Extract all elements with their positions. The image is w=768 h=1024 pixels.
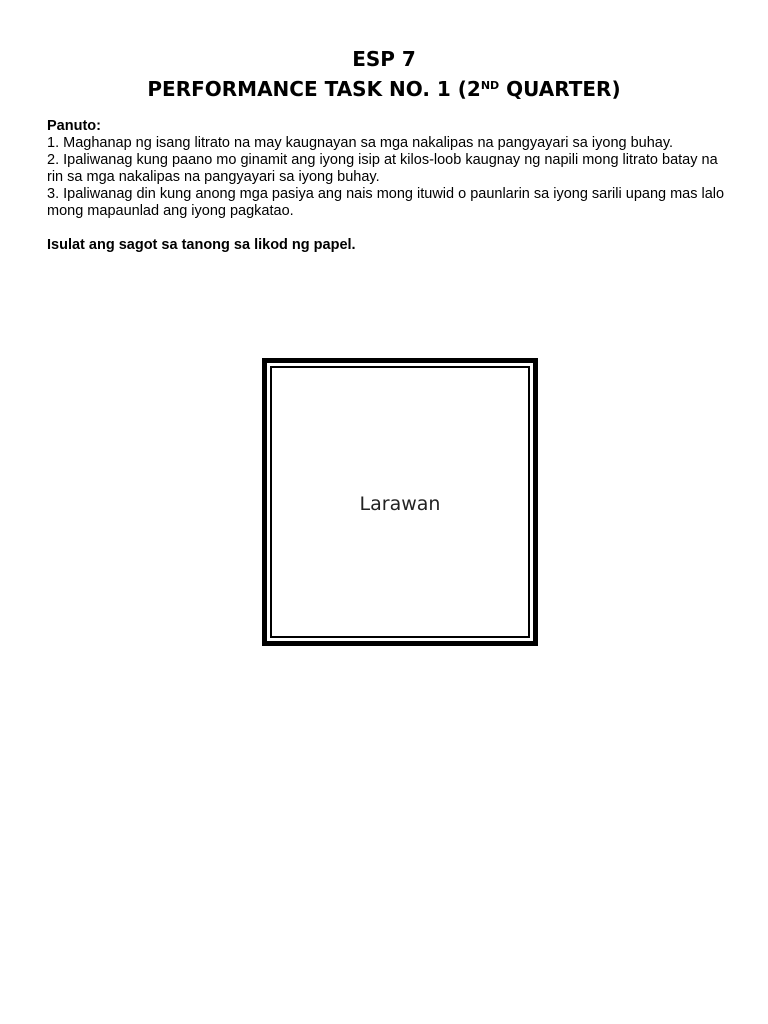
instruction-item-2: 2. Ipaliwanag kung paano mo ginamit ang iyong isip at kilos-loob kaugnay ng napili mong litrato batay na rin sa mga nakalipas na pangyayari sa iyong buhay. bbox=[47, 152, 718, 185]
title-task bbox=[0, 74, 768, 104]
title-task-text: PERFORMANCE TASK NO. 1 (2 bbox=[147, 77, 481, 101]
title-subject: ESP 7 bbox=[352, 47, 416, 71]
document-title bbox=[0, 44, 768, 104]
title-task-text-end: QUARTER) bbox=[499, 77, 621, 101]
instructions-block bbox=[47, 118, 737, 220]
picture-frame-inner bbox=[270, 366, 530, 638]
picture-frame bbox=[262, 358, 538, 646]
instructions-heading: Panuto: bbox=[47, 118, 101, 134]
instruction-item-3: 3. Ipaliwanag din kung anong mga pasiya ang nais mong ituwid o paunlarin sa iyong sarili upang mas lalo mong mapaunlad ang iyong pagkatao. bbox=[47, 186, 725, 219]
answer-note: Isulat ang sagot sa tanong sa likod ng papel. bbox=[47, 237, 356, 253]
picture-frame-label: Larawan bbox=[359, 493, 441, 515]
title-task-superscript: ND bbox=[480, 79, 500, 92]
instruction-item-1: 1. Maghanap ng isang litrato na may kaugnayan sa mga nakalipas na pangyayari sa iyong buhay. bbox=[47, 135, 674, 151]
